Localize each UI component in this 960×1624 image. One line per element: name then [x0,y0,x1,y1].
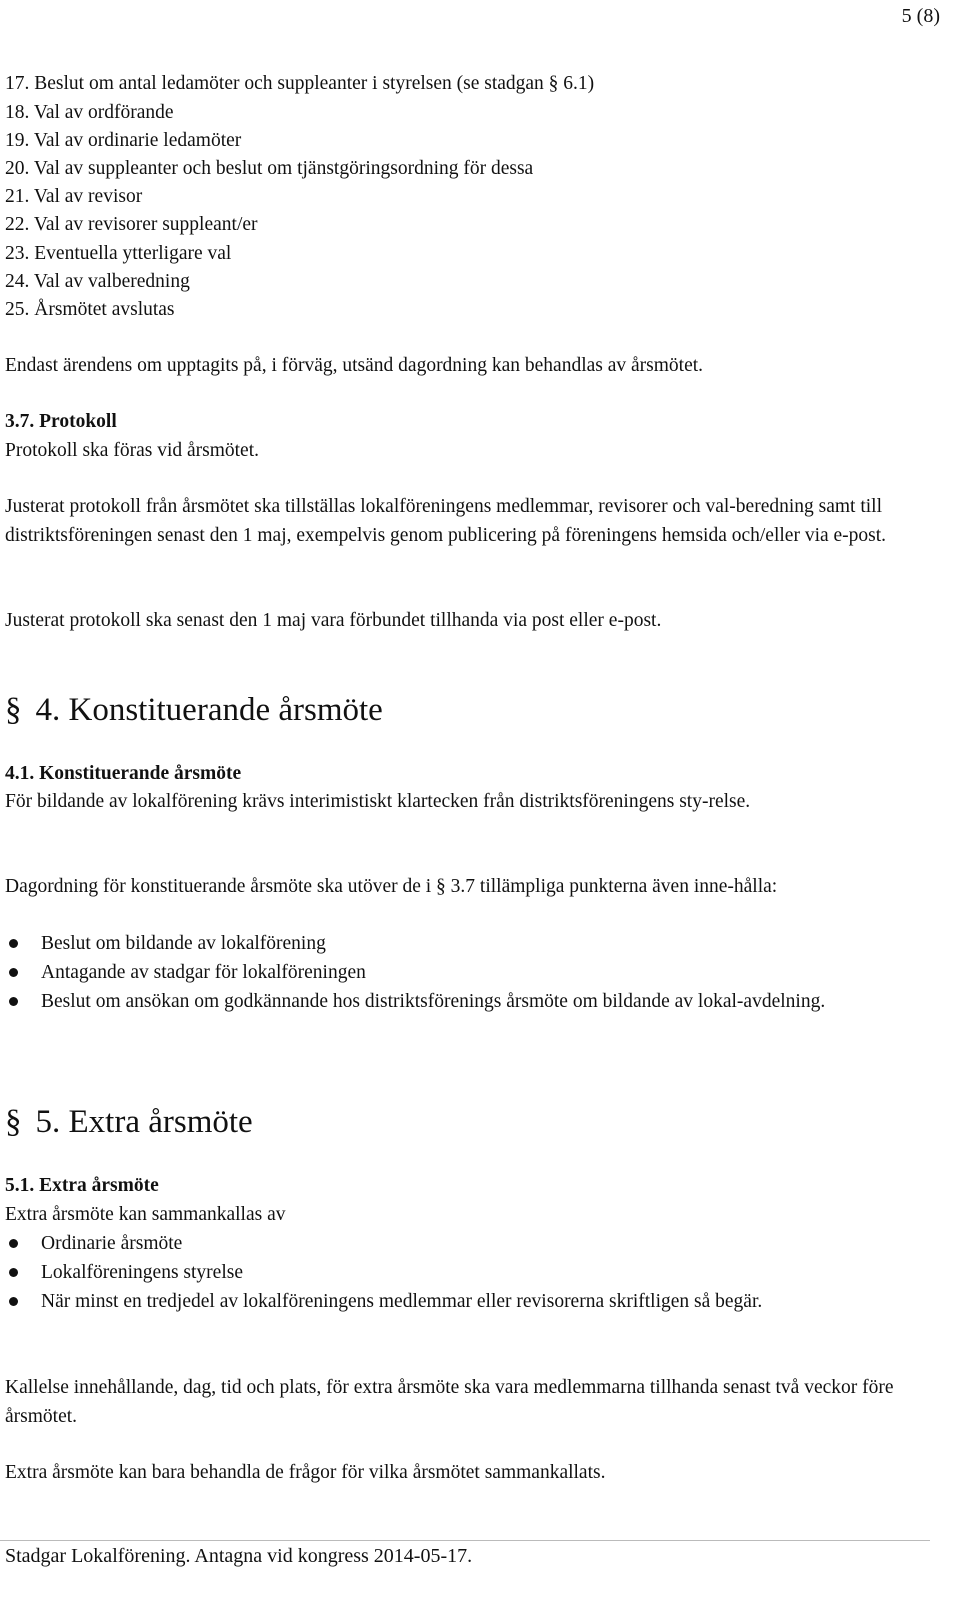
agenda-item: 24. Val av valberedning [5,271,190,292]
agenda-item: 20. Val av suppleanter och beslut om tjänstgöringsordning för dessa [5,158,534,179]
page-footer: Stadgar Lokalförening. Antagna vid kongress 2014-05-17. [5,1545,473,1567]
agenda-item: 25. Årsmötet avslutas [5,299,175,320]
agenda-item: 21. Val av revisor [5,186,143,207]
section-4-title-text: 4. Konstituerande årsmöte [35,692,383,728]
section-4-bullet-list [5,929,925,1016]
section-5-1-intro: Extra årsmöte kan sammankallas av [5,1204,286,1225]
list-item: Lokalföreningens styrelse [5,1258,925,1287]
list-item: Antagande av stadgar för lokalföreningen [5,958,925,987]
list-item: När minst en tredjedel av lokalföreningens medlemmar eller revisorerna skriftligen så begär. [5,1287,925,1316]
section-5-paragraph: Extra årsmöte kan bara behandla de frågor för vilka årsmötet sammankallats. [5,1462,606,1483]
list-item: Ordinarie årsmöte [5,1229,925,1258]
agenda-item: 19. Val av ordinarie ledamöter [5,130,242,151]
agenda-note: Endast ärendens om upptagits på, i förväg, utsänd dagordning kan behandlas av årsmötet. [5,355,704,376]
section-3-7-paragraph: Justerat protokoll från årsmötet ska tillställas lokalföreningens medlemmar, revisorer och val-beredning samt till distriktsföreningen senast den 1 maj, exempelvis genom publicering på föreningens hemsida och/eller via e-post. [5,496,887,546]
section-5-title [5,1102,253,1142]
agenda-item: 22. Val av revisorer suppleant/er [5,214,258,235]
section-5-bullet-list [5,1229,925,1316]
section-sign: § [5,692,22,728]
section-4-1-heading: 4.1. Konstituerande årsmöte [5,763,242,784]
section-sign: § [5,1104,22,1140]
section-4-title [5,690,383,730]
list-item: Beslut om ansökan om godkännande hos distriktsförenings årsmöte om bildande av lokal-avdelning. [5,987,925,1016]
footer-divider [0,1540,930,1541]
section-4-1-paragraph: Dagordning för konstituerande årsmöte ska utöver de i § 3.7 tillämpliga punkterna även inne-hålla: [5,876,778,897]
list-item: Beslut om bildande av lokalförening [5,929,925,958]
page-number: 5 (8) [901,5,940,27]
section-5-1-heading: 5.1. Extra årsmöte [5,1175,159,1196]
section-5-paragraph: Kallelse innehållande, dag, tid och plats, för extra årsmöte ska vara medlemmarna tillhanda senast två veckor före årsmötet. [5,1377,894,1427]
agenda-item: 23. Eventuella ytterligare val [5,243,232,264]
section-3-7-heading: 3.7. Protokoll [5,411,117,432]
agenda-item: 18. Val av ordförande [5,102,174,123]
section-3-7-line: Protokoll ska föras vid årsmötet. [5,440,260,461]
section-4-1-paragraph: För bildande av lokalförening krävs interimistiskt klartecken från distriktsföreningens sty-relse. [5,791,751,812]
section-3-7-paragraph: Justerat protokoll ska senast den 1 maj vara förbundet tillhanda via post eller e-post. [5,610,662,631]
agenda-item: 17. Beslut om antal ledamöter och suppleanter i styrelsen (se stadgan § 6.1) [5,73,595,94]
section-5-title-text: 5. Extra årsmöte [35,1104,253,1140]
